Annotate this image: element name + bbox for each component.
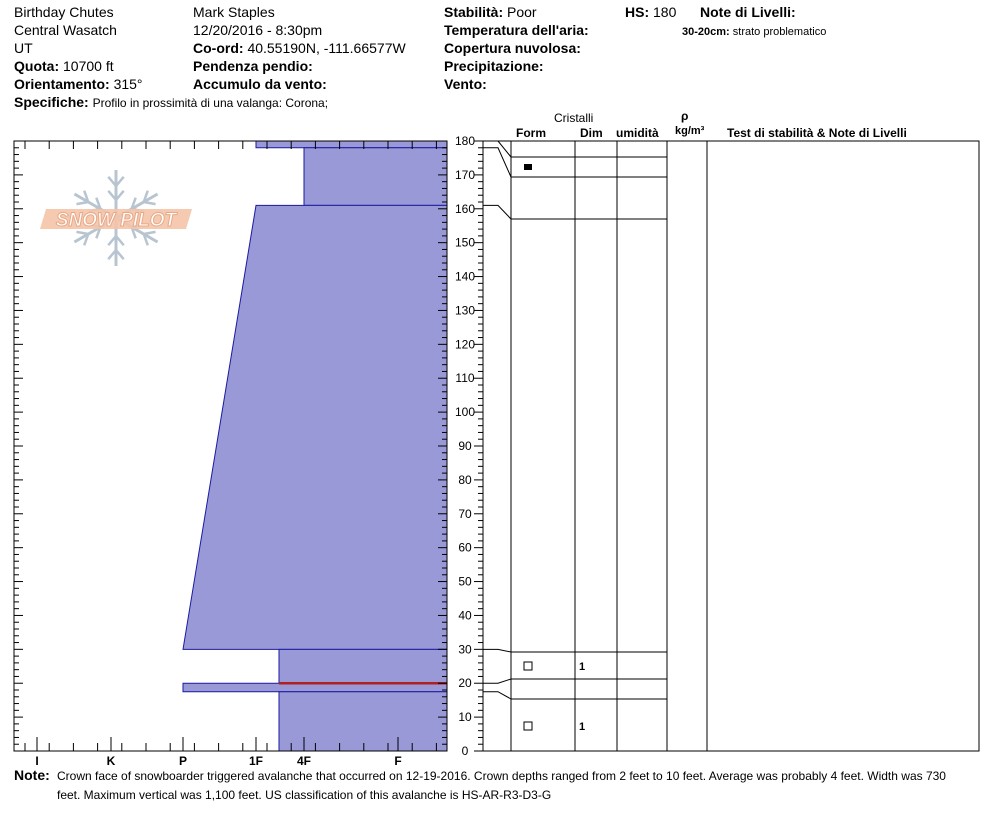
- depth-label: 150: [454, 235, 476, 250]
- density-unit: kg/m³: [675, 125, 705, 137]
- crystal-table-frame: [483, 141, 979, 751]
- flake-branch: [76, 202, 88, 204]
- wind-label: Vento:: [444, 76, 487, 92]
- note-label: Note:: [14, 767, 50, 783]
- depth-label: 40: [458, 608, 472, 623]
- depth-label: 60: [458, 540, 472, 555]
- hardness-layers: [183, 141, 447, 751]
- aspect-value: 315°: [113, 76, 143, 92]
- depth-label: 110: [455, 371, 475, 386]
- hardness-label: F: [394, 754, 402, 768]
- hs-value: 180: [653, 4, 677, 20]
- crystal-form-symbol: [524, 164, 532, 170]
- aspect-label: Orientamento:: [14, 76, 110, 92]
- flake-branch: [144, 202, 156, 204]
- hardness-layer: [279, 649, 447, 683]
- stability-tests-header: Test di stabilità & Note di Livelli: [727, 126, 907, 140]
- coord-value: 40.55190N, -111.66577W: [247, 40, 406, 56]
- precip-label: Precipitazione:: [444, 58, 544, 74]
- form-header: Form: [516, 126, 546, 140]
- boundary-connector: [483, 649, 511, 652]
- depth-label: 160: [454, 201, 476, 216]
- datetime: 12/20/2016 - 8:30pm: [193, 22, 323, 38]
- crystals-header: Cristalli: [554, 111, 594, 125]
- layer-note-text: strato problematico: [732, 26, 827, 38]
- location: Birthday Chutes: [14, 4, 114, 20]
- depth-label: 70: [458, 506, 472, 521]
- elevation-value: 10700 ft: [63, 58, 114, 74]
- state: UT: [14, 40, 33, 56]
- depth-label: 20: [458, 676, 472, 691]
- elevation-label: Quota:: [14, 58, 60, 74]
- depth-label: 0: [461, 744, 469, 758]
- depth-label: 140: [454, 269, 476, 284]
- depth-label: 10: [458, 710, 472, 725]
- depth-label: 170: [454, 167, 476, 182]
- flake-branch: [76, 232, 88, 234]
- range: Central Wasatch: [14, 22, 117, 38]
- moisture-header: umidità: [616, 126, 659, 140]
- depth-label: 180: [454, 134, 476, 148]
- cloud-label: Copertura nuvolosa:: [444, 40, 581, 56]
- crystal-table: [483, 141, 979, 751]
- hardness-label: 4F: [296, 754, 312, 768]
- boundary-connector: [483, 692, 511, 699]
- layer-notes-label: Note di Livelli:: [700, 4, 796, 20]
- wind-loading-label: Accumulo da vento:: [193, 76, 327, 92]
- depth-label: 50: [458, 574, 472, 589]
- crystal-form-symbol: [524, 662, 532, 670]
- depth-label: 30: [458, 642, 472, 657]
- boundary-connector: [483, 679, 511, 683]
- hardness-label: 1F: [248, 754, 264, 768]
- hardness-label: P: [178, 754, 188, 768]
- flake-branch: [144, 232, 156, 234]
- hardness-label: K: [106, 754, 116, 768]
- hardness-layer: [304, 148, 447, 206]
- hardness-label: I: [35, 754, 39, 768]
- stability-value: Poor: [507, 4, 537, 20]
- air-temp-label: Temperatura dell'aria:: [444, 22, 589, 38]
- depth-label: 100: [454, 405, 476, 420]
- depth-label: 120: [454, 337, 476, 352]
- slope-label: Pendenza pendio:: [193, 58, 313, 74]
- size-header: Dim: [580, 126, 603, 140]
- boundary-connector: [483, 205, 511, 219]
- coord-label: Co-ord:: [193, 40, 244, 56]
- observer: Mark Staples: [193, 4, 275, 20]
- hardness-layer: [183, 205, 447, 649]
- logo-text: SNOW PILOT: [55, 210, 177, 231]
- specifics-label: Specifiche:: [14, 94, 89, 110]
- note-line-1: Crown face of snowboarder triggered avalanche that occurred on 12-19-2016. Crown depths ranged from 2 feet to 10 feet. Average was probably 4 feet. Width was 730: [57, 769, 946, 783]
- specifics-value: Profilo in prossimità di una valanga: Corona;: [92, 96, 329, 110]
- depth-label: 80: [458, 472, 472, 487]
- crystal-size: 1: [578, 661, 586, 673]
- layer-note-depth: 30-20cm:: [682, 26, 730, 38]
- depth-label: 90: [458, 439, 472, 453]
- hs-label: HS:: [625, 4, 650, 20]
- stability-label: Stabilità:: [444, 4, 504, 20]
- hardness-layer: [256, 141, 447, 148]
- hardness-layer: [183, 683, 447, 691]
- density-symbol: ρ: [681, 109, 689, 123]
- boundary-connector: [483, 141, 511, 157]
- crystal-size: 1: [578, 721, 586, 733]
- depth-label: 130: [454, 303, 476, 318]
- crystal-form-symbol: [524, 722, 532, 730]
- snowpilot-logo: [40, 170, 192, 266]
- note-line-2: feet. Maximum vertical was 1,100 feet. US classification of this avalanche is HS-AR-R3-D3-G: [57, 788, 552, 802]
